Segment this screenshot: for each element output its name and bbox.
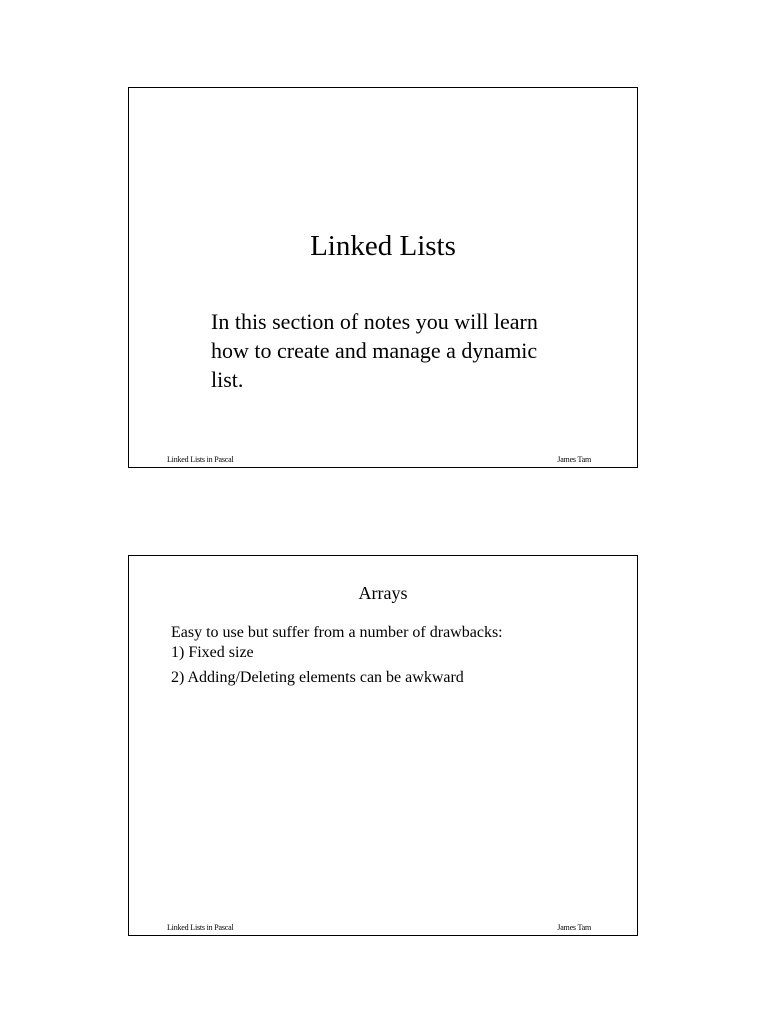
slide-body-text [171,623,611,688]
footer-course-title: Linked Lists in Pascal [167,455,234,464]
slide-body-text: In this section of notes you will learn how to create and manage a dynamic list. [211,309,538,392]
slide-arrays [128,555,638,936]
footer-author: James Tam [557,923,591,932]
slide-linked-lists [128,87,638,468]
body-line: 2) Adding/Deleting elements can be awkward [171,669,464,686]
body-line: Easy to use but suffer from a number of drawbacks: [171,624,503,641]
footer-course-title: Linked Lists in Pascal [167,923,234,932]
slide-title: Linked Lists [310,230,456,262]
body-line: 1) Fixed size [171,644,254,661]
slide-title: Arrays [358,583,408,603]
footer-author: James Tam [557,455,591,464]
